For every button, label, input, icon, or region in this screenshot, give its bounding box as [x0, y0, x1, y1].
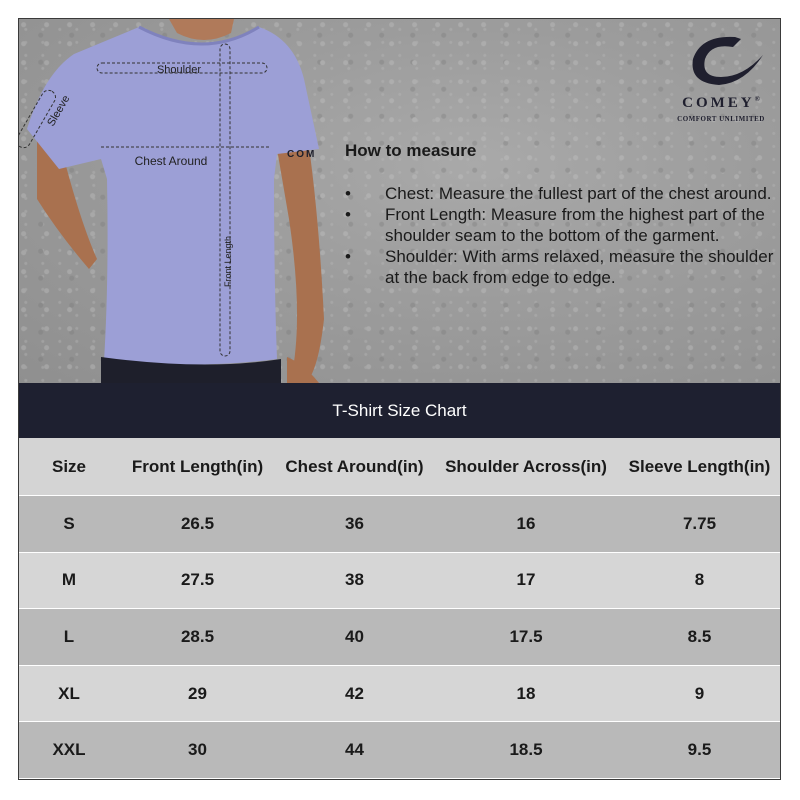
header-shoulder-across: Shoulder Across(in)	[445, 456, 607, 476]
brand-logo	[671, 31, 771, 131]
logo-swoosh-icon	[671, 31, 771, 95]
how-to-item: • Front Length: Measure from the highest part of the shoulder seam to the bottom of the garment.	[345, 205, 765, 245]
label-front-length: Front Length	[223, 235, 233, 287]
cell-sleeve-length: 8.5	[687, 626, 712, 646]
bullet-icon: •	[345, 184, 351, 203]
cell-sleeve-length: 9	[694, 683, 705, 703]
sleeve-print: COM	[287, 149, 317, 160]
header-sleeve-length: Sleeve Length(in)	[628, 456, 771, 476]
cell-size: XL	[58, 683, 80, 703]
cell-front-length: 28.5	[180, 626, 215, 646]
chart-title-bar	[19, 383, 780, 438]
cell-size: XXL	[52, 740, 86, 760]
cell-front-length: 30	[188, 740, 207, 760]
size-table	[19, 438, 780, 778]
cell-size: L	[63, 626, 75, 646]
cell-shoulder-across: 17	[516, 570, 536, 590]
cell-sleeve-length: 7.75	[682, 513, 717, 533]
model-photo	[19, 19, 329, 383]
cell-chest-around: 38	[345, 570, 364, 590]
cell-size: S	[63, 513, 75, 533]
cell-front-length: 26.5	[180, 513, 215, 533]
how-to-measure	[345, 141, 775, 288]
brand-name: COMEY	[682, 95, 755, 111]
cell-chest-around: 42	[345, 683, 364, 703]
cell-chest-around: 36	[345, 513, 364, 533]
header-front-length: Front Length(in)	[131, 456, 264, 476]
how-to-item: • Chest: Measure the fullest part of the chest around.	[345, 184, 772, 203]
how-to-title: How to measure	[345, 141, 477, 160]
registered-mark: ®	[754, 95, 760, 103]
cell-sleeve-length: 8	[694, 570, 705, 590]
brand-tagline: COMFORT UNLIMITED	[677, 115, 765, 123]
cell-size: M	[61, 570, 77, 590]
table-row	[19, 665, 780, 722]
how-to-item: • Shoulder: With arms relaxed, measure the shoulder at the back from edge to edge.	[345, 247, 774, 287]
cell-front-length: 27.5	[180, 570, 215, 590]
measurement-panel	[19, 19, 780, 383]
header-chest-around: Chest Around(in)	[285, 456, 424, 476]
table-row	[19, 552, 780, 609]
label-sleeve: Sleeve	[45, 93, 73, 129]
label-chest-around: Chest Around	[134, 154, 208, 168]
cell-front-length: 29	[188, 683, 207, 703]
cell-shoulder-across: 16	[516, 513, 536, 533]
cell-sleeve-length: 9.5	[687, 740, 712, 760]
bullet-icon: •	[345, 205, 351, 224]
cell-chest-around: 44	[345, 740, 364, 760]
cell-shoulder-across: 18.5	[509, 740, 543, 760]
cell-shoulder-across: 18	[516, 683, 536, 703]
table-row	[19, 495, 780, 552]
table-header-row	[19, 438, 780, 495]
cell-chest-around: 40	[345, 626, 364, 646]
label-shoulder: Shoulder	[156, 64, 202, 76]
chart-title: T-Shirt Size Chart	[332, 401, 467, 420]
table-row	[19, 608, 780, 665]
table-row	[19, 721, 780, 778]
header-size: Size	[51, 456, 87, 476]
how-to-list	[345, 183, 775, 288]
cell-shoulder-across: 17.5	[509, 626, 543, 646]
bullet-icon: •	[345, 247, 351, 266]
size-chart-card	[18, 18, 781, 780]
